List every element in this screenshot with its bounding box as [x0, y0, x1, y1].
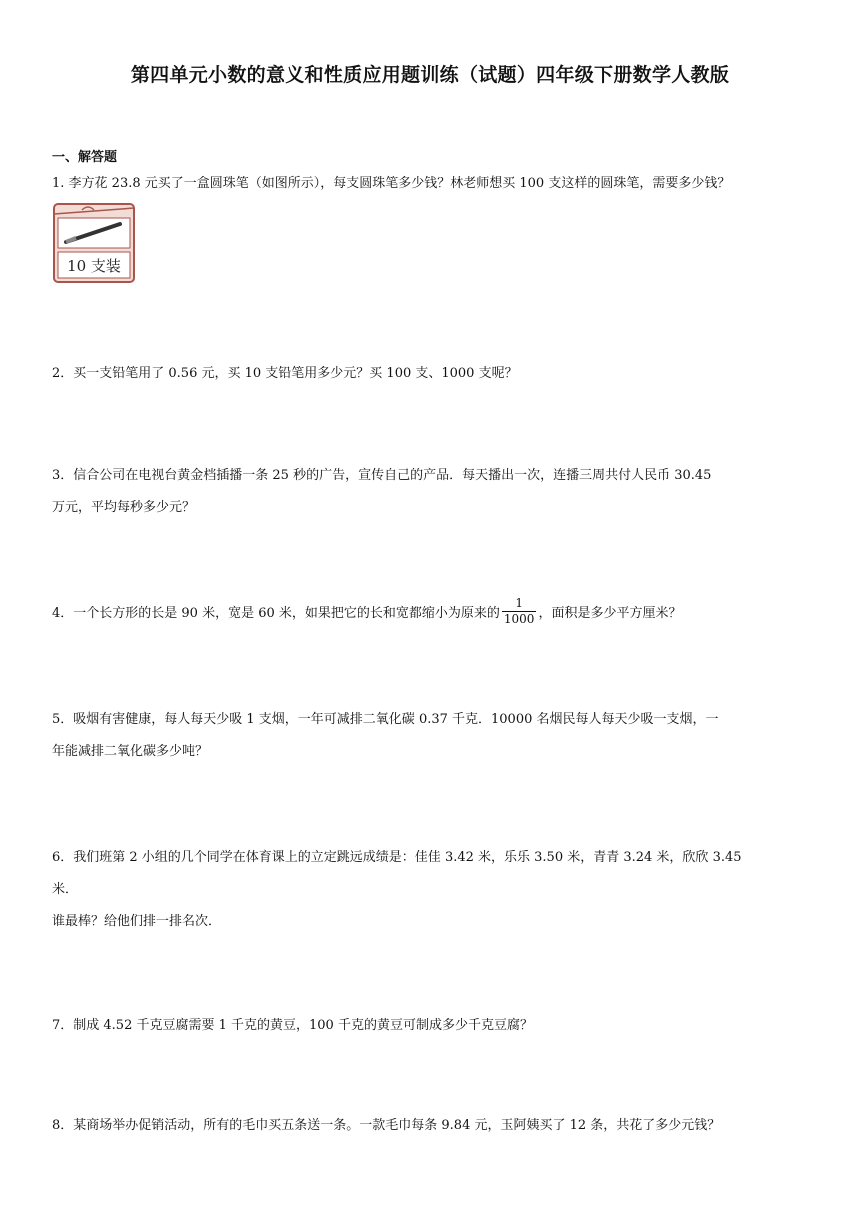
question-6-line-1: 6．我们班第 2 小组的几个同学在体育课上的立定跳远成绩是：佳佳 3.42 米，乐乐 3.50 米，青青 3.24 米，欣欣 3.45 — [52, 850, 742, 865]
question-2-text: 2．买一支铅笔用了 0.56 元，买 10 支铅笔用多少元？买 100 支、1000 支呢？ — [52, 366, 518, 381]
question-6 — [52, 842, 812, 938]
question-3-line-1: 3．信合公司在电视台黄金档插播一条 25 秒的广告，宣传自己的产品．每天播出一次，连播三周共付人民币 30.45 — [52, 468, 712, 483]
question-2 — [52, 358, 812, 390]
pen-box-label: 10 支装 — [67, 257, 121, 275]
fraction — [502, 596, 537, 627]
fraction-denominator: 1000 — [503, 612, 535, 626]
question-8-text: 8．某商场举办促销活动，所有的毛巾买五条送一条。一款毛巾每条 9.84 元，玉阿姨买了 12 条，共花了多少元钱？ — [52, 1118, 721, 1133]
question-3 — [52, 460, 812, 524]
question-5 — [52, 704, 812, 768]
question-6-line-2: 米． — [52, 882, 79, 897]
section-heading: 一、解答题 — [52, 150, 118, 165]
question-4-text-after: ，面积是多少平方厘米？ — [538, 606, 682, 621]
question-7-text: 7．制成 4.52 千克豆腐需要 1 千克的黄豆，100 千克的黄豆可制成多少千克豆腐？ — [52, 1018, 533, 1033]
question-4 — [52, 598, 812, 630]
question-5-line-2: 年能减排二氧化碳多少吨？ — [52, 744, 209, 759]
question-7 — [52, 1010, 812, 1042]
question-3-line-2: 万元，平均每秒多少元？ — [52, 500, 196, 515]
question-6-line-3: 谁最棒？给他们排一排名次． — [52, 914, 222, 929]
question-1 — [52, 168, 812, 200]
fraction-numerator: 1 — [502, 596, 537, 612]
question-4-text-before: 4．一个长方形的长是 90 米，宽是 60 米，如果把它的长和宽都缩小为原来的 — [52, 606, 500, 621]
pen-box-icon — [52, 200, 138, 286]
page-title: 第四单元小数的意义和性质应用题训练（试题）四年级下册数学人教版 — [130, 64, 730, 86]
question-5-line-1: 5．吸烟有害健康，每人每天少吸 1 支烟，一年可减排二氧化碳 0.37 千克．10000 名烟民每人每天少吸一支烟，一 — [52, 712, 719, 727]
question-1-text: 1. 李方花 23.8 元买了一盒圆珠笔（如图所示），每支圆珠笔多少钱？林老师想买 100 支这样的圆珠笔，需要多少钱？ — [52, 176, 731, 191]
question-8 — [52, 1110, 812, 1142]
